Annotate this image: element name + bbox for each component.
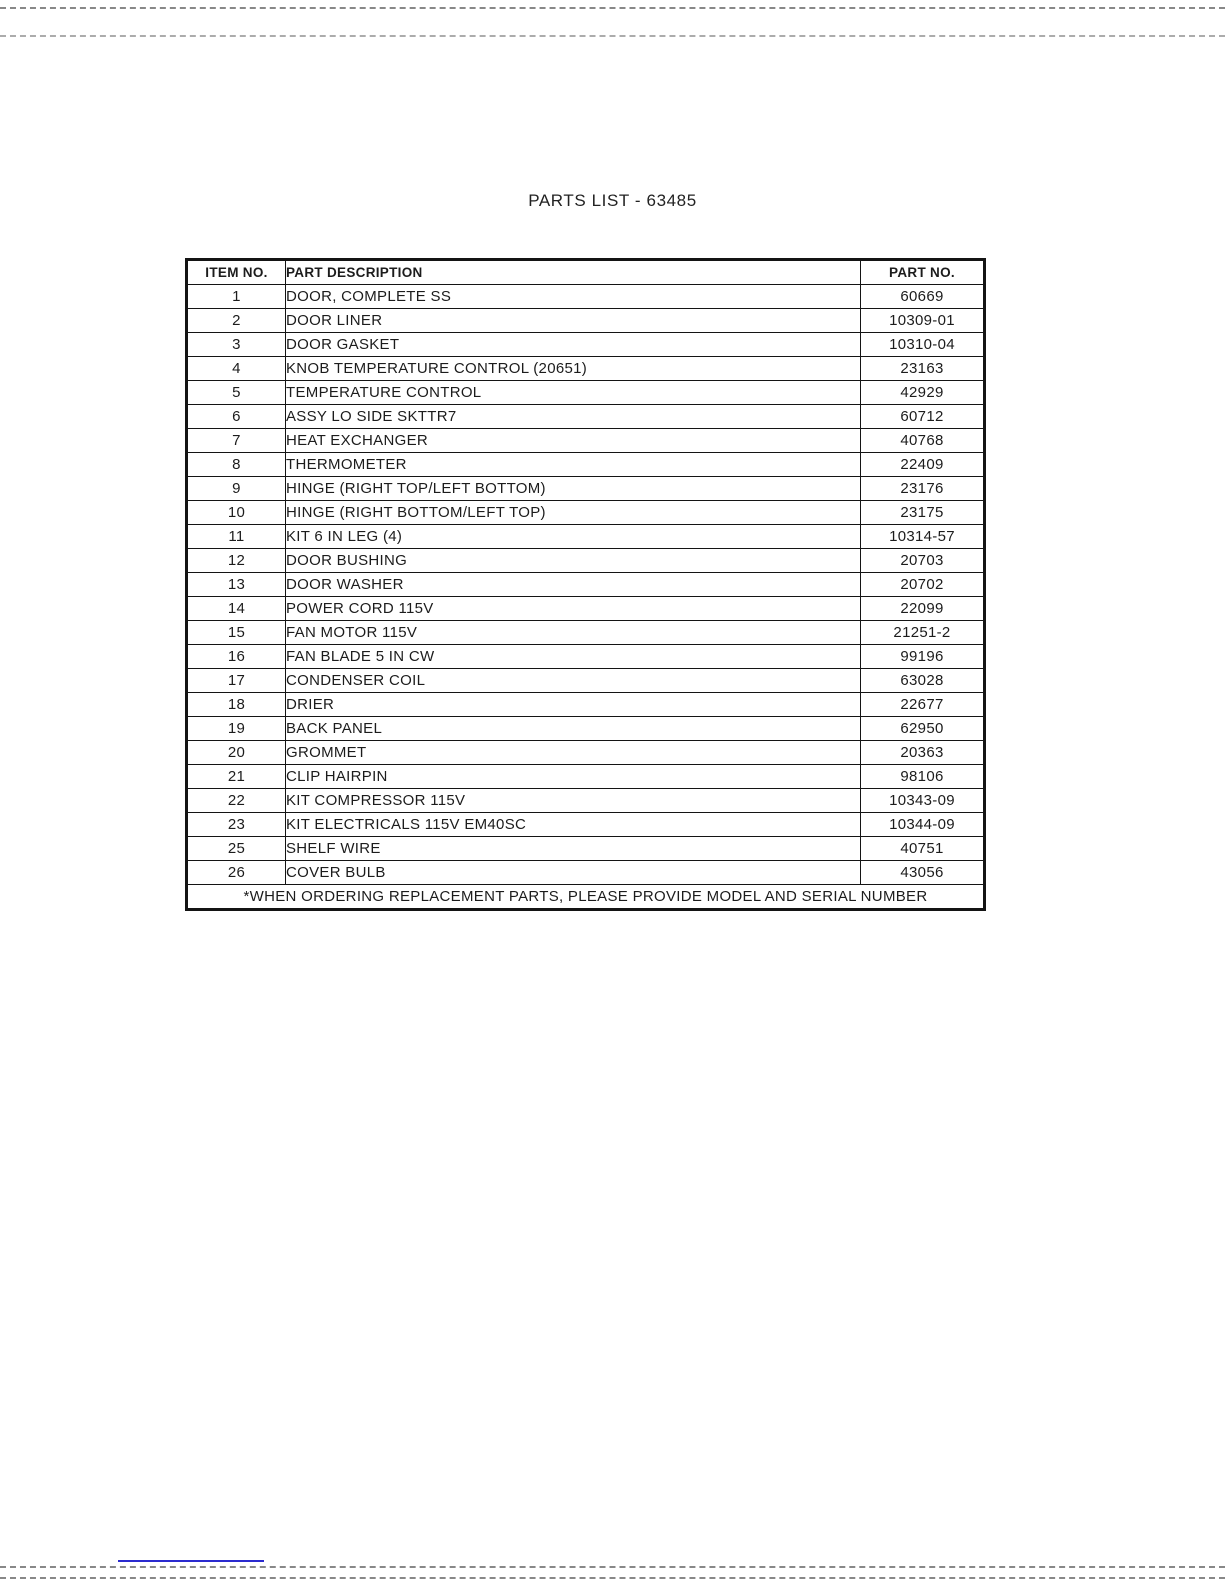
part-description-cell: HEAT EXCHANGER bbox=[286, 429, 861, 453]
item-no-cell: 13 bbox=[187, 573, 286, 597]
item-no-cell: 4 bbox=[187, 357, 286, 381]
scan-artifact-top-line-2 bbox=[0, 35, 1225, 37]
part-no-cell: 22099 bbox=[861, 597, 985, 621]
table-row bbox=[187, 621, 985, 645]
part-description-cell: HINGE (RIGHT BOTTOM/LEFT TOP) bbox=[286, 501, 861, 525]
table-row bbox=[187, 309, 985, 333]
item-no-cell: 16 bbox=[187, 645, 286, 669]
scan-artifact-blue-underline bbox=[118, 1560, 264, 1562]
scan-artifact-bottom-line bbox=[0, 1566, 1225, 1568]
part-no-cell: 42929 bbox=[861, 381, 985, 405]
table-row bbox=[187, 813, 985, 837]
scan-artifact-top-line bbox=[0, 7, 1225, 9]
table-row bbox=[187, 765, 985, 789]
part-description-cell: POWER CORD 115V bbox=[286, 597, 861, 621]
part-description-cell: ASSY LO SIDE SKTTR7 bbox=[286, 405, 861, 429]
part-no-cell: 23176 bbox=[861, 477, 985, 501]
part-description-cell: CONDENSER COIL bbox=[286, 669, 861, 693]
item-no-cell: 8 bbox=[187, 453, 286, 477]
part-description-cell: KNOB TEMPERATURE CONTROL (20651) bbox=[286, 357, 861, 381]
item-no-cell: 14 bbox=[187, 597, 286, 621]
item-no-cell: 9 bbox=[187, 477, 286, 501]
part-description-cell: FAN BLADE 5 IN CW bbox=[286, 645, 861, 669]
table-row bbox=[187, 645, 985, 669]
item-no-cell: 3 bbox=[187, 333, 286, 357]
item-no-cell: 2 bbox=[187, 309, 286, 333]
part-no-cell: 23163 bbox=[861, 357, 985, 381]
header-item-no: ITEM NO. bbox=[187, 260, 286, 285]
part-no-cell: 20702 bbox=[861, 573, 985, 597]
table-row bbox=[187, 549, 985, 573]
part-description-cell: DOOR WASHER bbox=[286, 573, 861, 597]
table-row bbox=[187, 357, 985, 381]
part-no-cell: 22409 bbox=[861, 453, 985, 477]
part-no-cell: 99196 bbox=[861, 645, 985, 669]
item-no-cell: 17 bbox=[187, 669, 286, 693]
part-no-cell: 60712 bbox=[861, 405, 985, 429]
part-description-cell: COVER BULB bbox=[286, 861, 861, 885]
page-title: PARTS LIST - 63485 bbox=[528, 191, 697, 210]
part-no-cell: 21251-2 bbox=[861, 621, 985, 645]
item-no-cell: 12 bbox=[187, 549, 286, 573]
part-no-cell: 40751 bbox=[861, 837, 985, 861]
part-no-cell: 22677 bbox=[861, 693, 985, 717]
header-part-no: PART NO. bbox=[861, 260, 985, 285]
table-row bbox=[187, 501, 985, 525]
part-no-cell: 10314-57 bbox=[861, 525, 985, 549]
table-row bbox=[187, 861, 985, 885]
part-no-cell: 10344-09 bbox=[861, 813, 985, 837]
table-row bbox=[187, 837, 985, 861]
item-no-cell: 10 bbox=[187, 501, 286, 525]
part-description-cell: THERMOMETER bbox=[286, 453, 861, 477]
item-no-cell: 6 bbox=[187, 405, 286, 429]
item-no-cell: 18 bbox=[187, 693, 286, 717]
item-no-cell: 25 bbox=[187, 837, 286, 861]
table-row bbox=[187, 669, 985, 693]
parts-table bbox=[185, 258, 986, 911]
part-description-cell: DRIER bbox=[286, 693, 861, 717]
table-row bbox=[187, 525, 985, 549]
part-description-cell: FAN MOTOR 115V bbox=[286, 621, 861, 645]
item-no-cell: 19 bbox=[187, 717, 286, 741]
footnote-row bbox=[187, 885, 985, 910]
part-description-cell: DOOR, COMPLETE SS bbox=[286, 285, 861, 309]
part-no-cell: 60669 bbox=[861, 285, 985, 309]
item-no-cell: 26 bbox=[187, 861, 286, 885]
item-no-cell: 23 bbox=[187, 813, 286, 837]
table-row bbox=[187, 597, 985, 621]
header-part-description: PART DESCRIPTION bbox=[286, 260, 861, 285]
part-no-cell: 10343-09 bbox=[861, 789, 985, 813]
part-description-cell: CLIP HAIRPIN bbox=[286, 765, 861, 789]
table-row bbox=[187, 573, 985, 597]
parts-table-body bbox=[187, 285, 985, 885]
part-no-cell: 20703 bbox=[861, 549, 985, 573]
table-row bbox=[187, 717, 985, 741]
part-description-cell: DOOR GASKET bbox=[286, 333, 861, 357]
part-no-cell: 40768 bbox=[861, 429, 985, 453]
table-row bbox=[187, 405, 985, 429]
item-no-cell: 22 bbox=[187, 789, 286, 813]
part-no-cell: 20363 bbox=[861, 741, 985, 765]
item-no-cell: 15 bbox=[187, 621, 286, 645]
part-no-cell: 10310-04 bbox=[861, 333, 985, 357]
table-row bbox=[187, 453, 985, 477]
item-no-cell: 1 bbox=[187, 285, 286, 309]
table-row bbox=[187, 333, 985, 357]
table-header-row bbox=[187, 260, 985, 285]
part-description-cell: HINGE (RIGHT TOP/LEFT BOTTOM) bbox=[286, 477, 861, 501]
part-description-cell: KIT COMPRESSOR 115V bbox=[286, 789, 861, 813]
item-no-cell: 21 bbox=[187, 765, 286, 789]
footnote: *WHEN ORDERING REPLACEMENT PARTS, PLEASE PROVIDE MODEL AND SERIAL NUMBER bbox=[187, 885, 985, 910]
part-no-cell: 98106 bbox=[861, 765, 985, 789]
part-no-cell: 62950 bbox=[861, 717, 985, 741]
part-no-cell: 10309-01 bbox=[861, 309, 985, 333]
part-description-cell: DOOR LINER bbox=[286, 309, 861, 333]
scan-artifact-bottom-line-2 bbox=[0, 1577, 1225, 1579]
table-row bbox=[187, 381, 985, 405]
item-no-cell: 20 bbox=[187, 741, 286, 765]
table-row bbox=[187, 285, 985, 309]
part-description-cell: BACK PANEL bbox=[286, 717, 861, 741]
table-row bbox=[187, 477, 985, 501]
part-description-cell: DOOR BUSHING bbox=[286, 549, 861, 573]
part-description-cell: TEMPERATURE CONTROL bbox=[286, 381, 861, 405]
table-row bbox=[187, 693, 985, 717]
part-no-cell: 23175 bbox=[861, 501, 985, 525]
part-description-cell: KIT 6 IN LEG (4) bbox=[286, 525, 861, 549]
part-description-cell: SHELF WIRE bbox=[286, 837, 861, 861]
table-row bbox=[187, 741, 985, 765]
table-row bbox=[187, 429, 985, 453]
table-row bbox=[187, 789, 985, 813]
part-no-cell: 63028 bbox=[861, 669, 985, 693]
item-no-cell: 5 bbox=[187, 381, 286, 405]
part-description-cell: KIT ELECTRICALS 115V EM40SC bbox=[286, 813, 861, 837]
part-no-cell: 43056 bbox=[861, 861, 985, 885]
item-no-cell: 11 bbox=[187, 525, 286, 549]
item-no-cell: 7 bbox=[187, 429, 286, 453]
part-description-cell: GROMMET bbox=[286, 741, 861, 765]
